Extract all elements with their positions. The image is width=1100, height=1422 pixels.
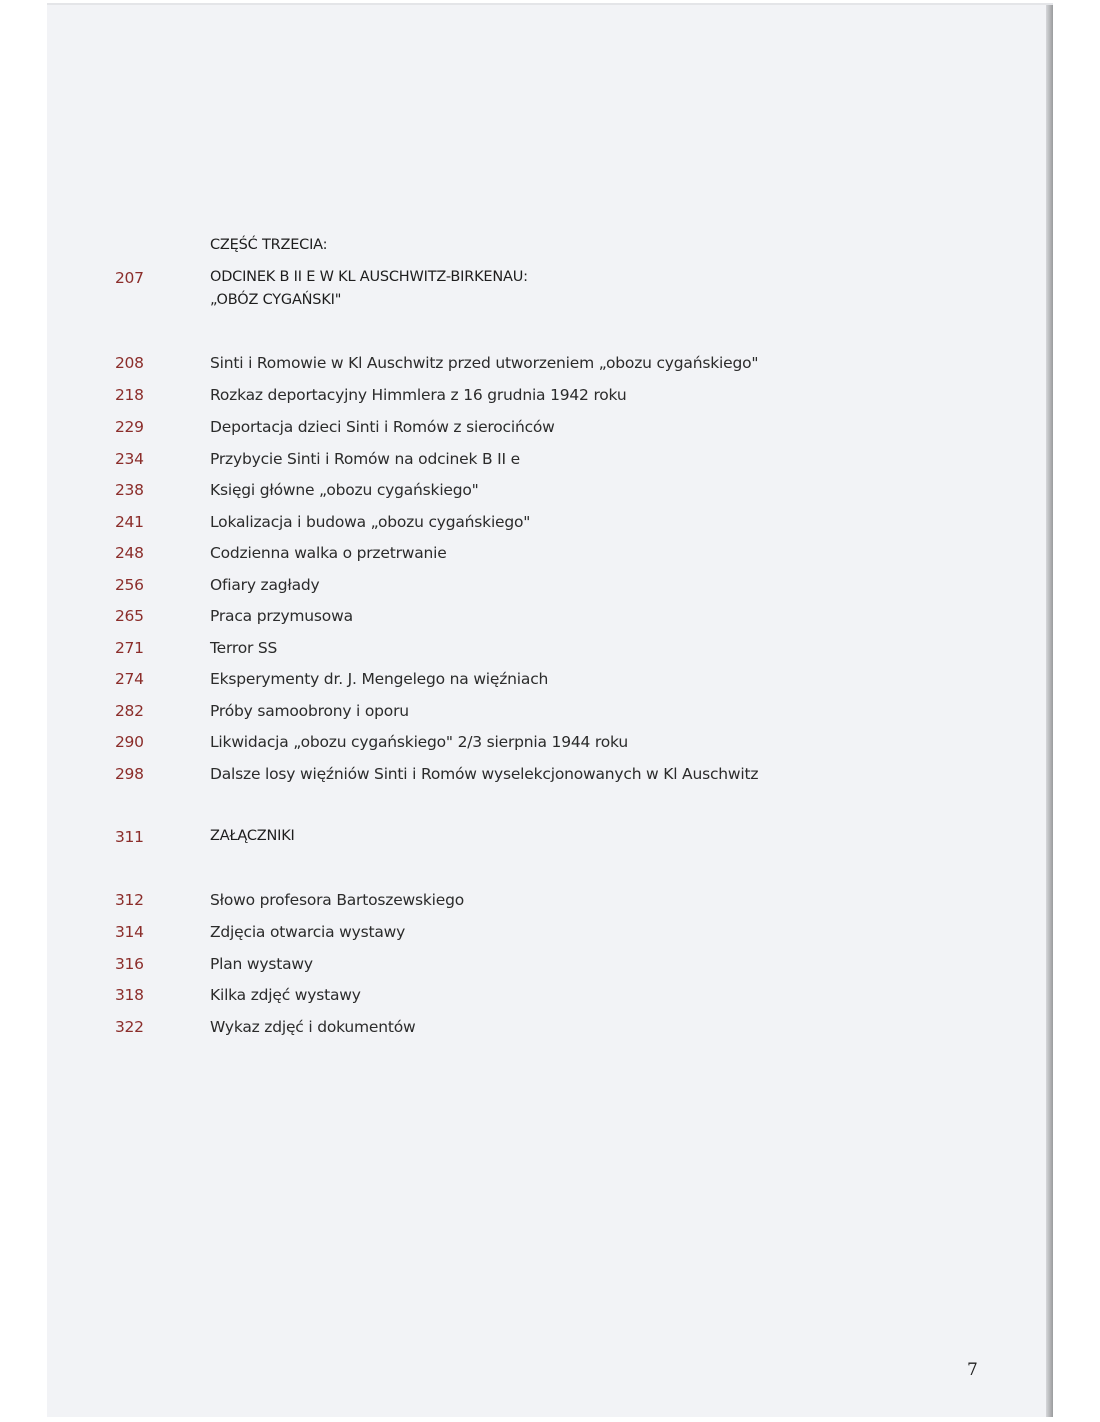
toc-entry-title: Przybycie Sinti i Romów na odcinek B II e [210,450,520,468]
toc-entry [47,418,1048,446]
toc-entry-page: 241 [115,513,144,531]
page-edge-shadow [1046,5,1053,1417]
appendix-entry-title: Plan wystawy [210,955,313,973]
appendix-entry [47,923,1048,951]
appendix-entry-title: Kilka zdjęć wystawy [210,986,361,1004]
part-entry-title-line1: ODCINEK B II E W KL AUSCHWITZ-BIRKENAU: [210,269,528,285]
toc-entry-title: Codzienna walka o przetrwanie [210,544,447,562]
toc-entry [47,670,1048,698]
document-page [47,5,1048,1417]
appendix-entry-page: 322 [115,1018,144,1036]
toc-entry [47,639,1048,667]
appendix-entry-title: Zdjęcia otwarcia wystawy [210,923,406,941]
toc-entry [47,576,1048,604]
toc-entry-title: Ofiary zagłady [210,576,320,594]
toc-entry-page: 238 [115,481,144,499]
appendix-heading-title: ZAŁĄCZNIKI [210,828,295,844]
appendix-entry-page: 314 [115,923,144,941]
toc-entry-page: 208 [115,354,144,372]
appendix-entry-page: 316 [115,955,144,973]
toc-entry-title: Lokalizacja i budowa „obozu cygańskiego" [210,513,531,531]
toc-entry-page: 248 [115,544,144,562]
appendix-entry-page: 312 [115,891,144,909]
toc-entry-title: Próby samoobrony i oporu [210,702,409,720]
toc-entry [47,386,1048,414]
part-label: CZĘŚĆ TRZECIA: [210,237,328,253]
appendix-entry [47,986,1048,1014]
toc-entry-page: 265 [115,607,144,625]
toc-entry [47,481,1048,509]
toc-entry-page: 271 [115,639,144,657]
appendix-entry [47,891,1048,919]
toc-entry-title: Terror SS [210,639,278,657]
appendix-entry-page: 318 [115,986,144,1004]
toc-entry-title: Księgi główne „obozu cygańskiego" [210,481,479,499]
part-entry-page: 207 [115,269,144,287]
appendix-entry [47,955,1048,983]
toc-entry-page: 298 [115,765,144,783]
toc-entry-title: Rozkaz deportacyjny Himmlera z 16 grudnia 1942 roku [210,386,627,404]
toc-entry [47,607,1048,635]
toc-entry-title: Eksperymenty dr. J. Mengelego na więźniach [210,670,549,688]
toc-entry [47,544,1048,572]
toc-entry [47,354,1048,382]
toc-entry [47,450,1048,478]
toc-entry [47,513,1048,541]
appendix-entry-title: Słowo profesora Bartoszewskiego [210,891,465,909]
toc-entry-title: Likwidacja „obozu cygańskiego" 2/3 sierpnia 1944 roku [210,733,628,751]
toc-entry-page: 218 [115,386,144,404]
appendix-entry-title: Wykaz zdjęć i dokumentów [210,1018,416,1036]
part-entry-row-continued [47,292,1048,320]
part-heading-row [47,237,1048,265]
toc-entry [47,733,1048,761]
toc-entry-page: 282 [115,702,144,720]
toc-entry-page: 229 [115,418,144,436]
part-entry-title-line2: „OBÓZ CYGAŃSKI" [210,292,342,308]
toc-entry-page: 274 [115,670,144,688]
toc-entry-title: Dalsze losy więźniów Sinti i Romów wyselekcjonowanych w Kl Auschwitz [210,765,759,783]
toc-entry [47,765,1048,793]
appendix-heading-page: 311 [115,828,144,846]
page-number: 7 [967,1360,978,1380]
appendix-heading-row [47,828,1048,856]
toc-entry-title: Praca przymusowa [210,607,353,625]
toc-entry-title: Deportacja dzieci Sinti i Romów z sierocińców [210,418,555,436]
toc-entry [47,702,1048,730]
toc-entry-title: Sinti i Romowie w Kl Auschwitz przed utworzeniem „obozu cygańskiego" [210,354,759,372]
toc-entry-page: 234 [115,450,144,468]
toc-entry-page: 256 [115,576,144,594]
appendix-entry [47,1018,1048,1046]
toc-entry-page: 290 [115,733,144,751]
